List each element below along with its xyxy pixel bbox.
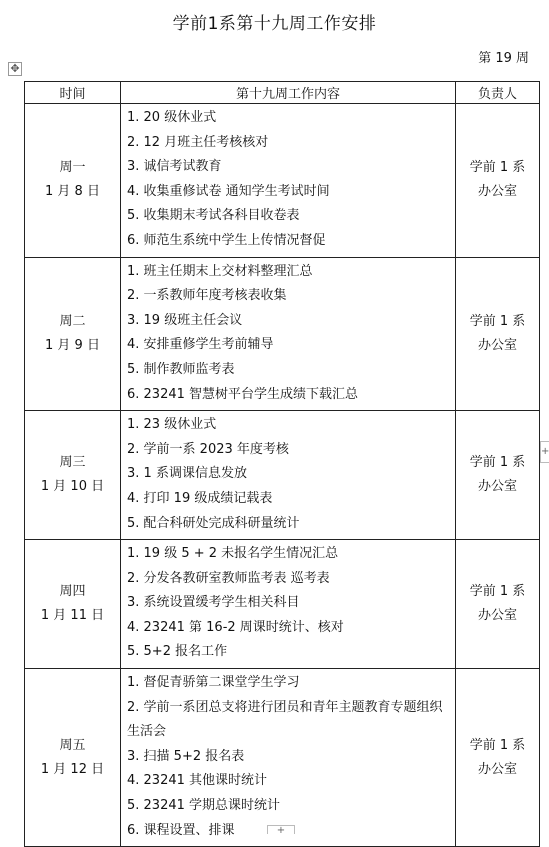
date-label: 1 月 9 日: [45, 337, 100, 353]
task-item: 4. 收集重修试卷 通知学生考试时间: [127, 183, 330, 199]
task-item: 3. 诚信考试教育: [127, 159, 222, 175]
owner-cell: [456, 257, 540, 411]
weekday-label: 周一: [59, 160, 86, 176]
weekday-label: 周三: [59, 455, 86, 471]
task-item: 4. 23241 第 16-2 周课时统计、核对: [127, 619, 344, 635]
table-header-row: [25, 82, 540, 104]
table-move-handle-icon[interactable]: ✥: [8, 62, 22, 76]
day-cell: [25, 669, 121, 847]
weekday-label: 周二: [59, 313, 86, 329]
tasks-cell: [121, 104, 456, 258]
owner-dept: 学前 1 系: [469, 313, 526, 329]
owner-office: 办公室: [477, 479, 517, 495]
add-column-plus-icon[interactable]: +: [540, 441, 549, 463]
task-item: 3. 1 系调课信息发放: [127, 466, 247, 482]
tasks-cell: [121, 540, 456, 669]
task-item: 1. 班主任期末上交材料整理汇总: [127, 263, 313, 279]
task-item: 2. 一系教师年度考核表收集: [127, 288, 287, 304]
date-label: 1 月 12 日: [40, 761, 105, 777]
date-label: 1 月 11 日: [40, 608, 105, 624]
owner-office: 办公室: [477, 184, 517, 200]
table-row-monday: [25, 104, 540, 258]
schedule-table: [24, 81, 540, 847]
task-item: 5. 配合科研处完成科研量统计: [127, 515, 300, 531]
week-number: 第 19 周: [478, 51, 529, 66]
header-time: 时间: [25, 82, 121, 104]
task-item: 3. 扫描 5+2 报名表: [127, 748, 245, 764]
add-row-plus-icon[interactable]: +: [267, 825, 295, 834]
owner-dept: 学前 1 系: [469, 737, 526, 753]
task-item: 1. 督促青骄第二课堂学生学习: [127, 675, 300, 691]
owner-cell: [456, 669, 540, 847]
date-label: 1 月 8 日: [45, 184, 100, 200]
header-content: 第十九周工作内容: [121, 82, 456, 104]
owner-office: 办公室: [477, 761, 517, 777]
page-title: 学前1系第十九周工作安排: [172, 14, 377, 34]
task-item: 2. 12 月班主任考核核对: [127, 134, 269, 150]
owner-dept: 学前 1 系: [469, 455, 526, 471]
owner-office: 办公室: [477, 337, 517, 353]
task-item: 4. 打印 19 级成绩记载表: [127, 490, 273, 506]
task-item: 4. 安排重修学生考前辅导: [127, 337, 274, 353]
table-row-wednesday: [25, 411, 540, 540]
day-cell: [25, 257, 121, 411]
task-item: 6. 23241 智慧树平台学生成绩下载汇总: [127, 386, 359, 402]
task-item: 6. 师范生系统中学生上传情况督促: [127, 232, 326, 248]
task-item: 6. 课程设置、排课: [127, 822, 235, 838]
weekday-label: 周四: [59, 584, 86, 600]
task-item: 4. 23241 其他课时统计: [127, 773, 268, 789]
day-cell: [25, 540, 121, 669]
task-item: 3. 19 级班主任会议: [127, 312, 243, 328]
owner-cell: [456, 411, 540, 540]
task-item: 2. 学前一系团总支将进行团员和青年主题教育专题组织生活会: [127, 699, 443, 740]
tasks-cell: [121, 669, 456, 847]
day-cell: [25, 104, 121, 258]
task-item: 2. 学前一系 2023 年度考核: [127, 441, 289, 457]
header-owner: 负责人: [456, 82, 540, 104]
task-item: 5. 5+2 报名工作: [127, 644, 228, 660]
table-row-thursday: [25, 540, 540, 669]
date-label: 1 月 10 日: [40, 479, 105, 495]
tasks-cell: [121, 411, 456, 540]
task-item: 1. 20 级休业式: [127, 110, 217, 125]
tasks-cell: [121, 257, 456, 411]
owner-office: 办公室: [477, 608, 517, 624]
task-item: 1. 23 级休业式: [127, 417, 217, 433]
table-row-tuesday: [25, 257, 540, 411]
owner-cell: [456, 540, 540, 669]
task-item: 3. 系统设置缓考学生相关科目: [127, 595, 300, 611]
owner-cell: [456, 104, 540, 258]
weekday-label: 周五: [59, 737, 86, 753]
task-item: 1. 19 级 5 + 2 未报名学生情况汇总: [127, 546, 339, 562]
owner-dept: 学前 1 系: [469, 160, 526, 176]
task-item: 5. 23241 学期总课时统计: [127, 798, 281, 814]
task-item: 2. 分发各教研室教师监考表 巡考表: [127, 570, 330, 586]
task-item: 5. 收集期末考试各科目收卷表: [127, 208, 300, 224]
owner-dept: 学前 1 系: [469, 584, 526, 600]
day-cell: [25, 411, 121, 540]
table-row-friday: [25, 669, 540, 847]
task-item: 5. 制作教师监考表: [127, 361, 235, 377]
